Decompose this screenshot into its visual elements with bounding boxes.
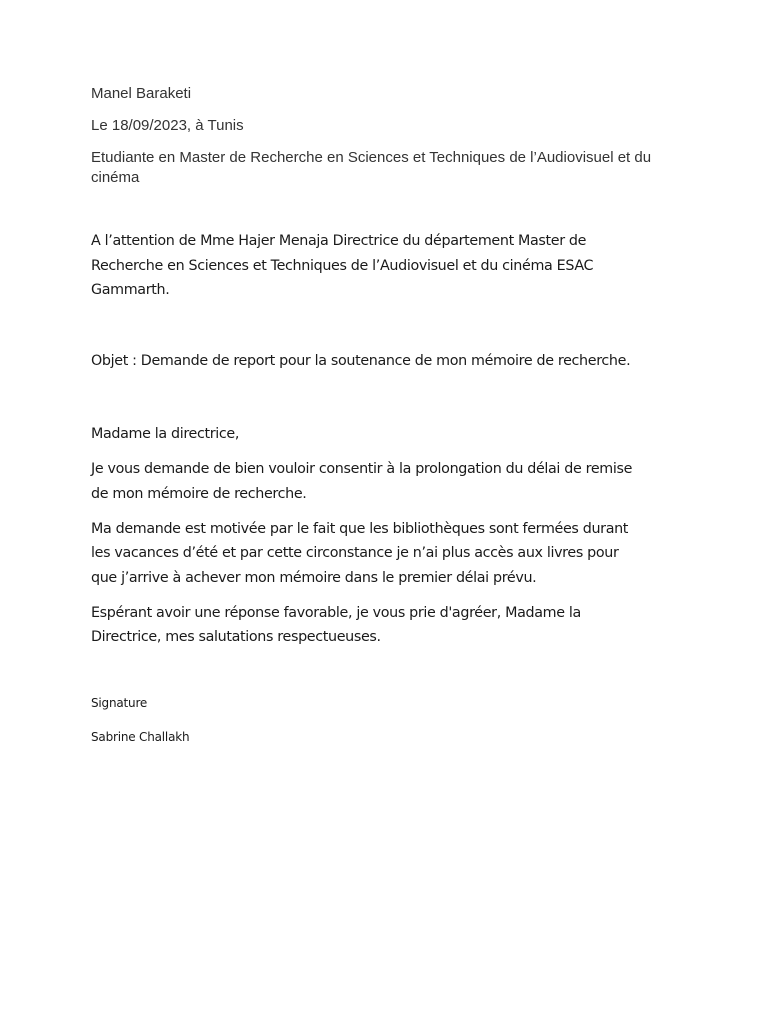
paragraph-2-line-2: les vacances d’été et par cette circonstance je n’ai plus accès aux livres pour <box>91 545 619 561</box>
paragraph-1-line-1: Je vous demande de bien vouloir consentir à la prolongation du délai de remise <box>91 461 633 477</box>
subject-line: Objet : Demande de report pour la soutenance de mon mémoire de recherche. <box>91 353 631 369</box>
student-status-line-1: Etudiante en Master de Recherche en Sciences et Techniques de l’Audiovisuel et du <box>91 149 652 166</box>
salutation: Madame la directrice, <box>91 426 240 442</box>
signature-label: Signature <box>91 696 148 710</box>
sender-name: Manel Baraketi <box>91 85 192 102</box>
student-status-line-2: cinéma <box>91 169 140 186</box>
recipient-line-3: Gammarth. <box>91 282 170 298</box>
paragraph-1-line-2: de mon mémoire de recherche. <box>91 486 307 502</box>
paragraph-2-line-1: Ma demande est motivée par le fait que les bibliothèques sont fermées durant <box>91 521 629 537</box>
recipient-line-1: A l’attention de Mme Hajer Menaja Directrice du département Master de <box>91 233 587 249</box>
paragraph-2-line-3: que j’arrive à achever mon mémoire dans le premier délai prévu. <box>91 570 537 586</box>
recipient-line-2: Recherche en Sciences et Techniques de l’Audiovisuel et du cinéma ESAC <box>91 258 594 274</box>
signer-name: Sabrine Challakh <box>91 730 190 744</box>
paragraph-3-line-2: Directrice, mes salutations respectueuses. <box>91 629 381 645</box>
paragraph-3-line-1: Espérant avoir une réponse favorable, je vous prie d'agréer, Madame la <box>91 605 581 621</box>
date-place: Le 18/09/2023, à Tunis <box>91 117 244 134</box>
